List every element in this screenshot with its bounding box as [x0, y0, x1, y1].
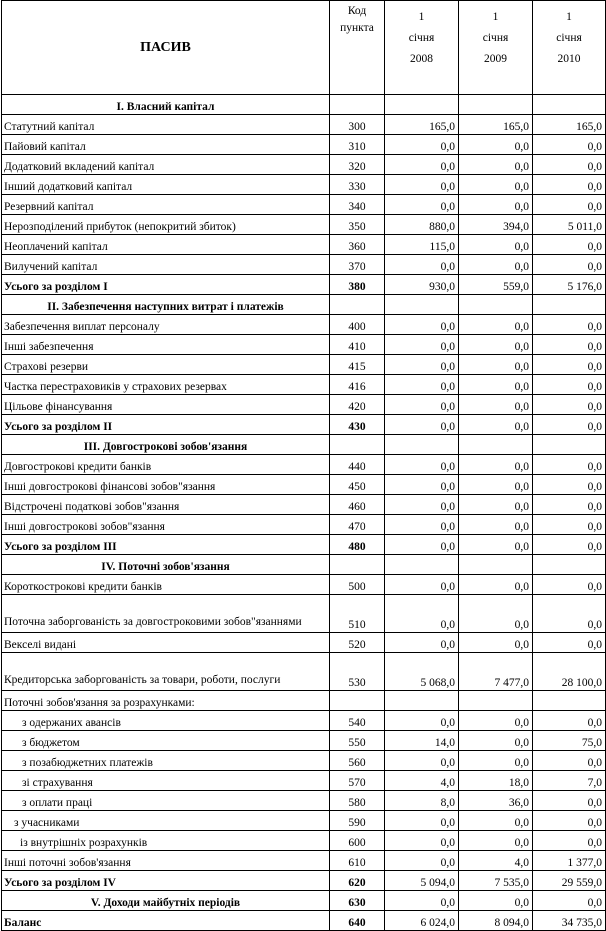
- section-header-row: [2, 295, 606, 315]
- item-code: 620: [330, 871, 385, 891]
- item-value: 0,0: [385, 415, 459, 435]
- value-cell: [459, 295, 533, 315]
- item-value: 0,0: [385, 811, 459, 831]
- date-month: січня: [556, 32, 582, 44]
- section-title: II. Забезпечення наступних витрат і платежів: [2, 295, 330, 315]
- item-code: 590: [330, 811, 385, 831]
- item-value: 0,0: [385, 255, 459, 275]
- date-column-header-2010: [533, 1, 606, 95]
- item-name: Статутний капітал: [2, 115, 330, 135]
- table-row: [2, 355, 606, 375]
- code-label-line2: пункта: [340, 22, 374, 34]
- item-code: 430: [330, 415, 385, 435]
- date-day: 1: [492, 11, 499, 23]
- item-code: 460: [330, 495, 385, 515]
- item-value: 930,0: [385, 275, 459, 295]
- table-row: [2, 595, 606, 633]
- item-value: 0,0: [533, 535, 606, 555]
- date-year: 2009: [484, 53, 507, 65]
- sub-item-row: [2, 731, 606, 751]
- item-value: 0,0: [385, 633, 459, 653]
- table-row: [2, 455, 606, 475]
- total-row: [2, 535, 606, 555]
- item-value: 18,0: [459, 771, 533, 791]
- item-value: 0,0: [459, 575, 533, 595]
- item-value: 0,0: [459, 455, 533, 475]
- item-name: Вилучений капітал: [2, 255, 330, 275]
- sub-item-row: [2, 831, 606, 851]
- item-name: Неоплачений капітал: [2, 235, 330, 255]
- item-value: 0,0: [459, 535, 533, 555]
- item-value: 0,0: [385, 891, 459, 911]
- item-value: 34 735,0: [533, 911, 606, 931]
- item-code: 530: [330, 653, 385, 691]
- table-row: [2, 851, 606, 871]
- item-value: 0,0: [385, 155, 459, 175]
- code-cell: [330, 555, 385, 575]
- table-header-row: [2, 1, 606, 95]
- item-name: зі страхування: [2, 771, 330, 791]
- item-value: 7 477,0: [459, 653, 533, 691]
- item-value: 0,0: [533, 811, 606, 831]
- value-cell: [533, 691, 606, 711]
- item-name: Резервний капітал: [2, 195, 330, 215]
- item-value: 0,0: [533, 395, 606, 415]
- table-row: [2, 195, 606, 215]
- section-header-row: [2, 435, 606, 455]
- item-value: 7 535,0: [459, 871, 533, 891]
- item-name: з оплати праці: [2, 791, 330, 811]
- item-code: 300: [330, 115, 385, 135]
- group-label-row: [2, 691, 606, 711]
- item-value: 0,0: [533, 633, 606, 653]
- item-code: 320: [330, 155, 385, 175]
- item-value: 0,0: [459, 831, 533, 851]
- item-value: 0,0: [533, 235, 606, 255]
- value-cell: [533, 555, 606, 575]
- item-code: 310: [330, 135, 385, 155]
- section-header-row: [2, 95, 606, 115]
- item-value: 0,0: [385, 535, 459, 555]
- item-value: 0,0: [459, 811, 533, 831]
- item-name: V. Доходи майбутніх періодів: [2, 891, 330, 911]
- item-value: 165,0: [459, 115, 533, 135]
- value-cell: [459, 95, 533, 115]
- item-value: 0,0: [533, 595, 606, 633]
- item-name: з одержаних авансів: [2, 711, 330, 731]
- item-value: 5 176,0: [533, 275, 606, 295]
- item-name: Кредиторська заборгованість за товари, роботи, послуги: [2, 653, 330, 691]
- item-name: Інші поточні зобов'язання: [2, 851, 330, 871]
- code-cell: [330, 295, 385, 315]
- item-code: 470: [330, 515, 385, 535]
- item-name: Забезпечення виплат персоналу: [2, 315, 330, 335]
- table-row: [2, 115, 606, 135]
- item-value: 0,0: [533, 315, 606, 335]
- item-value: 1 377,0: [533, 851, 606, 871]
- table-row: [2, 495, 606, 515]
- table-row: [2, 155, 606, 175]
- item-code: 570: [330, 771, 385, 791]
- item-value: 0,0: [385, 355, 459, 375]
- code-cell: [330, 95, 385, 115]
- table-row: [2, 335, 606, 355]
- item-value: 0,0: [533, 195, 606, 215]
- section-title: I. Власний капітал: [2, 95, 330, 115]
- item-value: 0,0: [459, 633, 533, 653]
- item-value: 0,0: [459, 255, 533, 275]
- table-row: [2, 653, 606, 691]
- value-cell: [459, 555, 533, 575]
- item-code: 480: [330, 535, 385, 555]
- item-value: 0,0: [385, 315, 459, 335]
- item-value: 29 559,0: [533, 871, 606, 891]
- item-code: 420: [330, 395, 385, 415]
- item-value: 0,0: [459, 595, 533, 633]
- date-month: січня: [482, 32, 509, 44]
- code-column-header: [330, 1, 385, 95]
- item-name: із внутрішніх розрахунків: [2, 831, 330, 851]
- item-code: 340: [330, 195, 385, 215]
- item-value: 0,0: [533, 175, 606, 195]
- item-value: 0,0: [385, 751, 459, 771]
- item-value: 75,0: [533, 731, 606, 751]
- total-row: [2, 871, 606, 891]
- table-row: [2, 135, 606, 155]
- item-value: 0,0: [385, 375, 459, 395]
- item-code: 360: [330, 235, 385, 255]
- item-value: 0,0: [385, 595, 459, 633]
- value-cell: [533, 95, 606, 115]
- table-row: [2, 215, 606, 235]
- item-value: 0,0: [459, 235, 533, 255]
- table-row: [2, 375, 606, 395]
- item-value: 0,0: [459, 155, 533, 175]
- item-code: 350: [330, 215, 385, 235]
- table-title: ПАСИВ: [2, 1, 330, 95]
- table-row: [2, 633, 606, 653]
- item-value: 559,0: [459, 275, 533, 295]
- item-value: 0,0: [385, 711, 459, 731]
- item-name: Інші забезпечення: [2, 335, 330, 355]
- item-value: 115,0: [385, 235, 459, 255]
- total-row: [2, 911, 606, 931]
- item-value: 165,0: [385, 115, 459, 135]
- item-name: Усього за розділом IV: [2, 871, 330, 891]
- item-value: 0,0: [385, 515, 459, 535]
- item-value: 8,0: [385, 791, 459, 811]
- item-value: 394,0: [459, 215, 533, 235]
- item-name: Векселі видані: [2, 633, 330, 653]
- code-cell: [330, 691, 385, 711]
- item-name: Інший додатковий капітал: [2, 175, 330, 195]
- item-value: 0,0: [533, 355, 606, 375]
- table-row: [2, 575, 606, 595]
- value-cell: [385, 691, 459, 711]
- item-value: 0,0: [385, 395, 459, 415]
- item-code: 450: [330, 475, 385, 495]
- table-row: [2, 235, 606, 255]
- sub-item-row: [2, 811, 606, 831]
- item-value: 880,0: [385, 215, 459, 235]
- item-value: 0,0: [533, 891, 606, 911]
- item-code: 440: [330, 455, 385, 475]
- table-body: [2, 95, 606, 931]
- item-value: 0,0: [459, 175, 533, 195]
- item-value: 0,0: [385, 851, 459, 871]
- item-value: 0,0: [533, 255, 606, 275]
- item-value: 0,0: [459, 355, 533, 375]
- item-value: 0,0: [459, 375, 533, 395]
- item-value: 0,0: [533, 711, 606, 731]
- item-name: з бюджетом: [2, 731, 330, 751]
- item-code: 400: [330, 315, 385, 335]
- item-code: 380: [330, 275, 385, 295]
- item-value: 0,0: [533, 831, 606, 851]
- item-value: 14,0: [385, 731, 459, 751]
- item-name: Додатковий вкладений капітал: [2, 155, 330, 175]
- item-value: 0,0: [459, 731, 533, 751]
- item-code: 500: [330, 575, 385, 595]
- item-code: 416: [330, 375, 385, 395]
- sub-item-row: [2, 711, 606, 731]
- item-value: 0,0: [533, 495, 606, 515]
- item-value: 28 100,0: [533, 653, 606, 691]
- value-cell: [533, 295, 606, 315]
- item-name: Довгострокові кредити банків: [2, 455, 330, 475]
- date-month: січня: [408, 32, 435, 44]
- item-code: 520: [330, 633, 385, 653]
- item-value: 5 011,0: [533, 215, 606, 235]
- total-row: [2, 275, 606, 295]
- item-value: 0,0: [459, 395, 533, 415]
- item-value: 0,0: [533, 575, 606, 595]
- item-name: Цільове фінансування: [2, 395, 330, 415]
- item-code: 580: [330, 791, 385, 811]
- section-title: III. Довгострокові зобов'язання: [2, 435, 330, 455]
- table-row: [2, 255, 606, 275]
- group-label: Поточні зобов'язання за розрахунками:: [2, 691, 330, 711]
- item-value: 7,0: [533, 771, 606, 791]
- section-header-row: [2, 891, 606, 911]
- value-cell: [459, 691, 533, 711]
- date-year: 2008: [410, 53, 433, 65]
- table-row: [2, 395, 606, 415]
- item-code: 370: [330, 255, 385, 275]
- value-cell: [385, 435, 459, 455]
- sub-item-row: [2, 751, 606, 771]
- total-row: [2, 415, 606, 435]
- item-code: 610: [330, 851, 385, 871]
- item-value: 0,0: [533, 455, 606, 475]
- value-cell: [385, 95, 459, 115]
- item-name: Частка перестраховиків у страхових резервах: [2, 375, 330, 395]
- section-header-row: [2, 555, 606, 575]
- item-value: 5 094,0: [385, 871, 459, 891]
- item-code: 560: [330, 751, 385, 771]
- item-value: 0,0: [385, 475, 459, 495]
- date-column-header-2008: [385, 1, 459, 95]
- item-code: 640: [330, 911, 385, 931]
- item-value: 0,0: [385, 175, 459, 195]
- item-value: 0,0: [385, 455, 459, 475]
- item-name: Короткострокові кредити банків: [2, 575, 330, 595]
- value-cell: [459, 435, 533, 455]
- table-row: [2, 475, 606, 495]
- item-value: 6 024,0: [385, 911, 459, 931]
- item-value: 0,0: [533, 475, 606, 495]
- item-value: 0,0: [459, 711, 533, 731]
- item-value: 0,0: [385, 135, 459, 155]
- item-value: 0,0: [533, 375, 606, 395]
- date-day: 1: [418, 11, 425, 23]
- item-code: 550: [330, 731, 385, 751]
- item-value: 0,0: [459, 135, 533, 155]
- item-value: 0,0: [459, 335, 533, 355]
- item-value: 0,0: [459, 315, 533, 335]
- section-title: IV. Поточні зобов'язання: [2, 555, 330, 575]
- value-cell: [385, 555, 459, 575]
- item-code: 540: [330, 711, 385, 731]
- item-value: 0,0: [533, 751, 606, 771]
- item-code: 630: [330, 891, 385, 911]
- item-name: з позабюджетних платежів: [2, 751, 330, 771]
- item-value: 0,0: [459, 891, 533, 911]
- item-name: Нерозподілений прибуток (непокритий збиток): [2, 215, 330, 235]
- item-name: Страхові резерви: [2, 355, 330, 375]
- item-name: Баланс: [2, 911, 330, 931]
- item-code: 600: [330, 831, 385, 851]
- item-value: 0,0: [459, 495, 533, 515]
- item-value: 0,0: [385, 195, 459, 215]
- item-value: 4,0: [459, 851, 533, 871]
- item-code: 415: [330, 355, 385, 375]
- item-value: 0,0: [459, 195, 533, 215]
- item-value: 0,0: [533, 155, 606, 175]
- code-label-line1: Код: [347, 5, 367, 17]
- item-value: 5 068,0: [385, 653, 459, 691]
- table-row: [2, 315, 606, 335]
- balance-sheet-liabilities-table: [1, 0, 606, 931]
- item-name: Відстрочені податкові зобов"язання: [2, 495, 330, 515]
- item-value: 0,0: [385, 495, 459, 515]
- item-value: 0,0: [533, 135, 606, 155]
- sub-item-row: [2, 791, 606, 811]
- item-value: 0,0: [459, 515, 533, 535]
- item-name: Пайовий капітал: [2, 135, 330, 155]
- item-value: 0,0: [533, 515, 606, 535]
- item-value: 0,0: [459, 751, 533, 771]
- item-name: Усього за розділом II: [2, 415, 330, 435]
- table-row: [2, 515, 606, 535]
- date-day: 1: [566, 11, 572, 23]
- item-value: 0,0: [385, 575, 459, 595]
- item-value: 0,0: [533, 791, 606, 811]
- item-name: Усього за розділом III: [2, 535, 330, 555]
- item-value: 4,0: [385, 771, 459, 791]
- item-name: Інші довгострокові зобов"язання: [2, 515, 330, 535]
- code-cell: [330, 435, 385, 455]
- date-column-header-2009: [459, 1, 533, 95]
- value-cell: [385, 295, 459, 315]
- item-code: 510: [330, 595, 385, 633]
- item-name: Усього за розділом I: [2, 275, 330, 295]
- item-value: 165,0: [533, 115, 606, 135]
- item-value: 0,0: [459, 415, 533, 435]
- item-name: Поточна заборгованість за довгостроковими зобов"язаннями: [2, 595, 330, 633]
- item-name: з учасниками: [2, 811, 330, 831]
- item-value: 0,0: [385, 831, 459, 851]
- item-value: 0,0: [533, 335, 606, 355]
- item-code: 410: [330, 335, 385, 355]
- item-name: Інші довгострокові фінансові зобов"язання: [2, 475, 330, 495]
- table-row: [2, 175, 606, 195]
- item-value: 0,0: [459, 475, 533, 495]
- item-value: 0,0: [533, 415, 606, 435]
- item-value: 36,0: [459, 791, 533, 811]
- sub-item-row: [2, 771, 606, 791]
- value-cell: [533, 435, 606, 455]
- item-code: 330: [330, 175, 385, 195]
- item-value: 0,0: [385, 335, 459, 355]
- item-value: 8 094,0: [459, 911, 533, 931]
- date-year: 2010: [557, 53, 581, 65]
